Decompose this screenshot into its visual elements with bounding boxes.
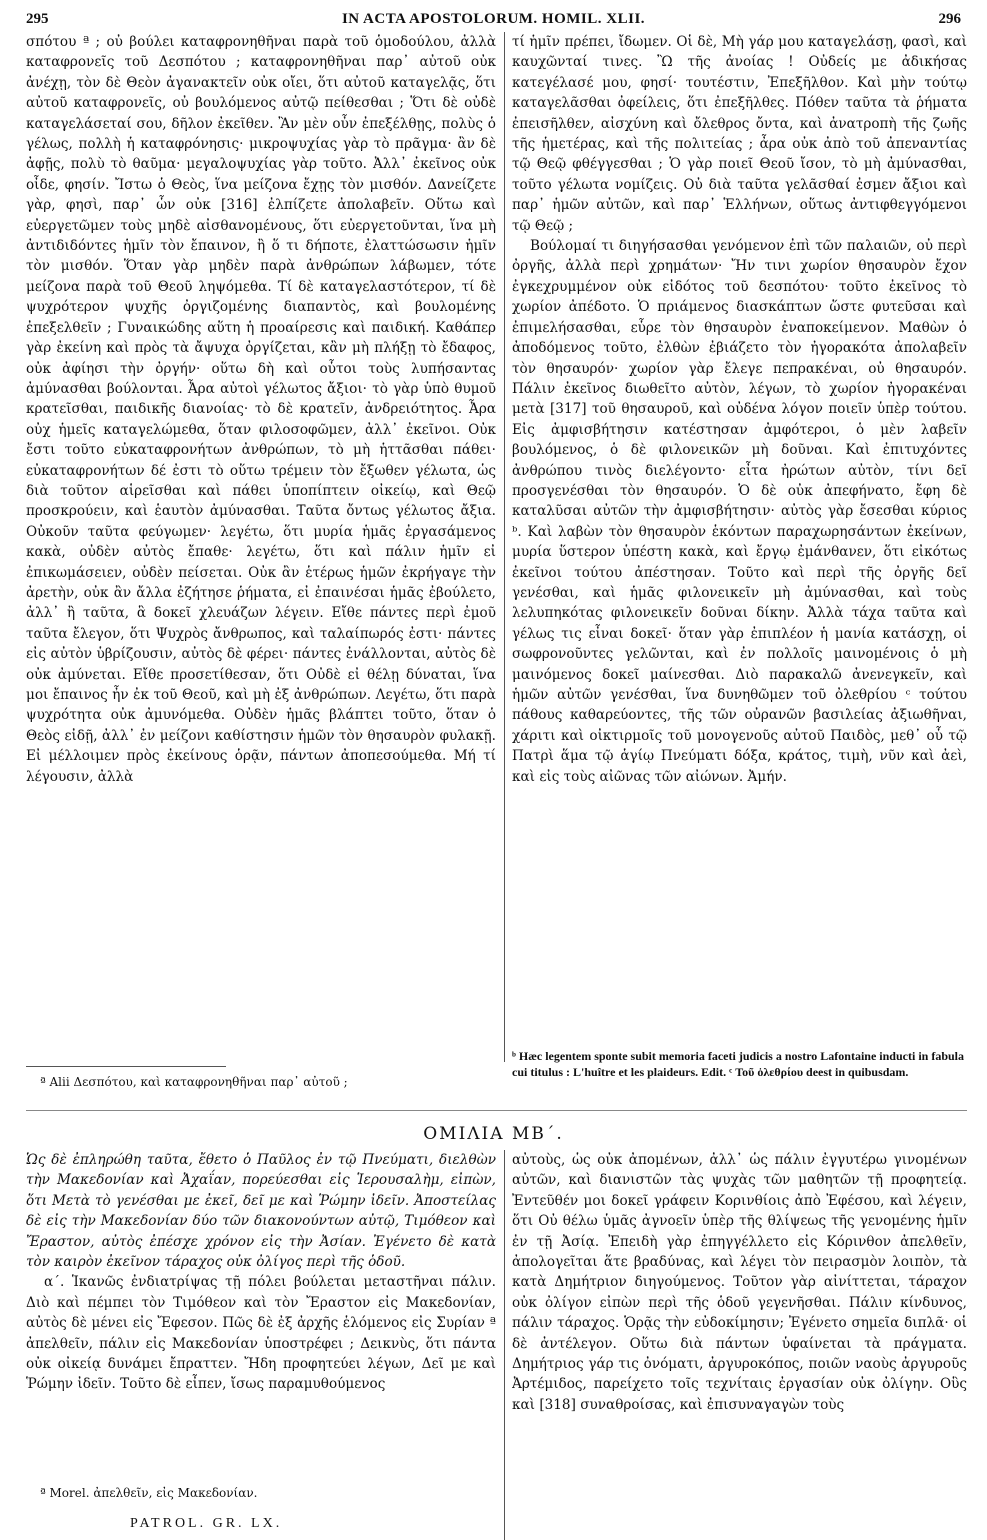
page-number-left: 295 (26, 10, 49, 27)
left-column-homily (26, 1150, 496, 1480)
footnote-rule (26, 1066, 226, 1067)
footnote-right: ᵇ Hæc legentem sponte subit memoria faceti judicis a nostro Lafontaine inducti in fabula cui titulus : L'huître et les plaideurs. Edit. ᶜ Τοῦ ὀλεθρίου deest in quibusdam. (512, 1049, 964, 1079)
page-header (26, 8, 961, 30)
left-column (26, 32, 496, 1044)
running-title: IN ACTA APOSTOLORUM. HOMIL. XLII. (341, 10, 646, 27)
left-paragraph-1: σπότου ª ; οὐ βούλει καταφρονηθῆναι παρὰ τοῦ ὁμοδούλου, ἀλλὰ καταφρονεῖς τοῦ Δεσπότου ; καταφρονηθῆναι παρ᾽ αὐτοῦ οὐκ ἀνέχῃ, τὸν δὲ Θεὸν ἀγανακτεῖν οὐκ οἴει, ὅτι αὐτοῦ καταγελᾷς, ὅτι αὐτοῦ καταφρονεῖς, οὐ βουλόμενος αὐτῷ πείθεσθαι ; Ὅτι δὲ οὐδὲ καταγελάσεταί σου, δῆλον ἐκεῖθεν. Ἂν μὲν οὖν ἐπεξέλθῃς, πολὺς ὁ γέλως, πολλὴ ἡ καταφρόνησις· μικροψυχίας γὰρ τὸ πρᾶγμα· ἂν δὲ ἀφῇς, πολὺ τὸ θαῦμα· μεγαλοψυχίας γὰρ τοῦτο. Ἀλλ᾽ ἐκεῖνος οὐκ οἶδε, φησίν. Ἴστω ὁ Θεὸς, ἵνα μείζονα ἔχῃς τὸν μισθόν. Δανείζετε γὰρ, φησὶ, παρ᾽ ὧν οὐκ [316] ἐλπίζετε ἀπολαβεῖν. Οὕτω καὶ εὐεργετῶμεν τοὺς μηδὲ αἰσθανομένους, ὅτι εὐεργετοῦνται, ἵνα μὴ ἀντιδιδόντες ἡμῖν τὸν ἔπαινον, ἢ ὅ τι δήποτε, ἐλαττώσωσιν ἡμῖν τὸν μισθόν. Ὅταν γὰρ μηδὲν παρὰ ἀνθρώπων λάβωμεν, τότε μείζονα παρὰ τοῦ Θεοῦ ληψόμεθα. Τί δὲ καταγελαστότερον, τί δὲ ψυχρότερον ψυχῆς ὀργιζομένης διαπαντὸς, καὶ βουλομένης ἐπεξελθεῖν ; Γυναικώδης αὕτη ἡ προαίρεσις καὶ παιδική. Καθάπερ γὰρ ἐκείνη καὶ πρὸς τὰ ἄψυχα ὀργίζεται, κἂν μὴ πλήξῃ τὸ ἔδαφος, οὐκ ἀφίησι τὴν ὀργήν· οὕτω δὴ καὶ οὗτοι τοὺς λυπήσαντας ἀμύνασθαι βούλονται. Ἆρα αὐτοὶ γέλωτος ἄξιοι· τὸ γὰρ ὑπὸ θυμοῦ κρατεῖσθαι, παιδικῆς διανοίας· τὸ δὲ κρατεῖν, ἀνδρειότητος. Ἆρα οὐχ ἡμεῖς καταγελώμεθα, ὅταν φιλοσοφῶμεν, ἀλλ᾽ ἐκεῖνοι. Οὐκ ἔστι τοῦτο εὐκαταφρονήτων ἀνθρώπων, τὸ μὴ ἡττᾶσθαι πάθει· εὐκαταφρονήτων δέ ἐστι τὸ οὕτω τρέμειν τὸν ἔξωθεν γέλωτα, ὡς διὰ τοῦτον αἱρεῖσθαι καὶ πάθει ὑποπίπτειν οἰκείῳ, καὶ Θεῷ προσκρούειν, καὶ ἑαυτὸν ἀμύνασθαι. Ταῦτα ὄντως γέλωτος ἄξια. Οὐκοῦν ταῦτα φεύγωμεν· λεγέτω, ὅτι μυρία ἡμᾶς ἐργασάμενος κακὰ, οὐδὲν αὐτὸς ἔπαθε· λεγέτω, ὅτι καὶ πάλιν ἡμῖν εἰ ἐπικωμάσειεν, οὐδὲν πείσεται. Οὐκ ἂν ἑτέρως ἡμῶν ἐκρήγαγε τὴν ἀρετὴν, οὐκ ἂν ἄλλα ἐζήτησε ῥήματα, εἰ ἐπαινέσαι ἡμᾶς ἐβούλετο, ἀλλ᾽ ἢ ταῦτα, ἃ δοκεῖ χλευάζων λέγειν. Εἴθε πάντες περὶ ἐμοῦ ταῦτα ἔλεγον, ὅτι Ψυχρὸς ἄνθρωπος, καὶ ταλαίπωρός ἐστι· πάντες εἰς αὐτὸν ὑβρίζουσιν, αὐτὸς δὲ φέρει· πάντες ἐνάλλονται, αὐτὸς δὲ οὐκ ἀμύνεται. Εἴθε προσετίθεσαν, ὅτι Οὐδὲ εἰ θέλῃ δύναται, ἵνα μοι ἔπαινος ἦν ἐκ τοῦ Θεοῦ, καὶ μὴ ἐξ ἀνθρώπων. Λεγέτω, ὅτι παρὰ ψυχρότητα οὐκ ἀμυνόμεθα. Οὐδὲν ἡμᾶς βλάπτει τοῦτο, ὅταν ὁ Θεὸς εἰδῇ, ἀλλ᾽ ἐν μείζονι καθίστησιν ἡμῶν τὸν θησαυρὸν φυλακῇ. Εἰ μέλλοιμεν πρὸς ἐκείνους ὁρᾷν, πάντων ἀποπεσούμεθα. Μή τί λέγουσιν, ἀλλὰ (26, 34, 496, 785)
homily-paragraph-2: αὐτοὺς, ὡς οὐκ ἀπομένων, ἀλλ᾽ ὡς πάλιν ἐγγυτέρω γινομένων αὐτῶν, καὶ διανιστῶν τὰς ψυχὰς τῶν μαθητῶν τῇ προφητείᾳ. Ἐντεῦθέν μοι δοκεῖ γράφειν Κορινθίοις ἀπὸ Ἐφέσου, καὶ λέγειν, ὅτι Οὐ θέλω ὑμᾶς ἀγνοεῖν ὑπὲρ τῆς θλίψεως τῆς γενομένης ἡμῖν ἐν τῇ Ἀσίᾳ. Ἐπειδὴ γὰρ ἐπηγγέλλετο εἰς Κόρινθον ἀπελθεῖν, ἀπολογεῖται ἅτε βραδύνας, καὶ λέγει τὸν πειρασμὸν λοιπὸν, τὰ κατὰ Δημήτριον διηγούμενος. Τοῦτον γὰρ αἰνίττεται, τάραχον οὐκ ὀλίγον εἰπὼν περὶ τῆς ὁδοῦ γεγενῆσθαι. Πάλιν κίνδυνος, πάλιν τάραχος. Ὁρᾷς τὴν εὐδοκίμησιν; Ἐγένετο σημεῖα διπλᾶ· οἱ δὲ ἀντέλεγον. Οὕτω διὰ πάντων ὑφαίνεται τὰ πράγματα. Δημήτριος γάρ τις ὀνόματι, ἀργυροκόπος, ποιῶν ναοὺς ἀργυροῦς Ἀρτέμιδος, παρείχετο τοῖς τεχνίταις ἐργασίαν οὐκ ὀλίγην. Οὓς καὶ [318] συναθροίσας, καὶ ἐπισυναγαγὼν τοὺς (512, 1152, 967, 1413)
right-paragraph-2: Βούλομαί τι διηγήσασθαι γενόμενον ἐπὶ τῶν παλαιῶν, οὐ περὶ ὀργῆς, ἀλλὰ περὶ χρημάτων· Ἤν τινι χωρίον θησαυρὸν ἔχον ἐγκεχρυμμένον οὐκ εἰδότος τοῦ δεσπότου· τοῦτο ἐκεῖνος τὸ χωρίον ἀπέδοτο. Ὁ πριάμενος διασκάπτων ὥστε φυτεῦσαι καὶ ἐπιμελήσασθαι, εὗρε τὸν θησαυρὸν ἐναποκείμενον. Μαθὼν ὁ ἀποδόμενος τοῦτο, ἐλθὼν ἐβιάζετο τὸν ἠγορακότα ἀπολαβεῖν τὸν θησαυρόν· χωρίον γὰρ ἔλεγε πεπρακέναι, οὐ θησαυρόν. Πάλιν ἐκεῖνος διωθεῖτο αὐτὸν, λέγων, τὸ χωρίον ἠγορακέναι μετὰ [317] τοῦ θησαυροῦ, καὶ οὐδένα λόγον ποιεῖν ὑπὲρ τούτου. Εἰς ἀμφισβήτησιν κατέστησαν ἀμφότεροι, ὁ μὲν λαβεῖν βουλόμενος, ὁ δὲ φιλονεικῶν μὴ δοῦναι. Καὶ ἐπιτυχόντες ἀνθρώπου τινὸς διελέγοντο· εἶτα ἠρώτων αὐτὸν, τίνι δεῖ προσγενέσθαι τὸν θησαυρόν. Ὁ δὲ οὐκ ἀπεφήνατο, ἔφη δὲ καταλῦσαι αὐτῶν τὴν ἀμφισβήτησιν· αὐτὸς γὰρ ἔσεσθαι κύριος ᵇ. Καὶ λαβὼν τὸν θησαυρὸν ἑκόντων παραχωρησάντων ἐκείνων, μυρία ὕστερον ὑπέστη κακὰ, καὶ ἔργῳ ἐμάνθανεν, ὅτι εἰκότως ἐκεῖνοι τούτου ἀπέστησαν. Τοῦτο καὶ περὶ τῆς ὀργῆς δεῖ γενέσθαι, καὶ ἡμᾶς φιλονεικεῖν μὴ ἀμύνασθαι, καὶ τοὺς λελυπηκότας φιλονεικεῖν δοῦναι δίκην. Ἀλλὰ τάχα ταῦτα καὶ γέλως τις εἶναι δοκεῖ· ὅταν γὰρ ἐπιπλέον ἡ μανία κατάσχῃ, οἱ σωφρονοῦντες γελῶνται, καὶ ἐν πολλοῖς μαινομένοις ὁ μὴ μαινόμενος δοκεῖ μαίνεσθαι. Διὸ παρακαλῶ ἀνενεγκεῖν, καὶ ἡμῶν αὐτῶν γενέσθαι, ἵνα δυνηθῶμεν τοῦ ὀλεθρίου ᶜ τούτου πάθους καθαρεύοντες, τῆς τῶν οὐρανῶν βασιλείας ἀξιωθῆναι, χάριτι καὶ οἰκτιρμοῖς τοῦ μονογενοῦς αὐτοῦ Παιδὸς, μεθ᾽ οὗ τῷ Πατρὶ ἅμα τῷ ἁγίῳ Πνεύματι δόξα, κράτος, τιμὴ, νῦν καὶ ἀεὶ, καὶ εἰς τοὺς αἰῶνας τῶν αἰώνων. Ἀμήν. (512, 238, 967, 785)
scripture-text: Ὡς δὲ ἐπληρώθη ταῦτα, ἔθετο ὁ Παῦλος ἐν τῷ Πνεύματι, διελθὼν τὴν Μακεδονίαν καὶ Ἀχαΐαν, πορεύεσθαι εἰς Ἱερουσαλὴμ, εἰπὼν, ὅτι Μετὰ τὸ γενέσθαι με ἐκεῖ, δεῖ με καὶ Ῥώμην ἰδεῖν. Ἀποστείλας δὲ εἰς τὴν Μακεδονίαν δύο τῶν διακονούντων αὐτῷ, Τιμόθεον καὶ Ἔραστον, αὐτὸς ἐπέσχε χρόνον εἰς τὴν Ἀσίαν. Ἐγένετο δὲ κατὰ τὸν καιρὸν ἐκεῖνον τάραχος οὐκ ὀλίγος περὶ τῆς ὁδοῦ. (26, 1152, 496, 1271)
homily-title: ΟΜΙΛΙΑ ΜΒ΄. (423, 1124, 564, 1144)
column-divider-homily (504, 1150, 505, 1540)
column-divider (504, 32, 505, 1062)
footnote-homily: ª Morel. ἀπελθεῖν, εἰς Μακεδονίαν. (40, 1486, 258, 1500)
right-paragraph-1: τί ἡμῖν πρέπει, ἴδωμεν. Οἱ δὲ, Μὴ γάρ μου καταγελάσῃ, φασὶ, καὶ καυχῶνταί τινες. Ὢ τῆς ἀνοίας ! Οὐδείς με ἀδικήσας κατεγέλασέ μου, φησί· τουτέστιν, Ἐπεξῆλθον. Καὶ μὴν τούτῳ καταγελᾶσθαι ὀφείλεις, ὅτι ἐπεξῆλθες. Πόθεν ταῦτα τὰ ῥήματα ἐπεισῆλθεν, αἰσχύνη καὶ ὄλεθρος ὄντα, καὶ ἀνατροπὴ τῆς ζωῆς τῆς ἡμετέρας, καὶ τῆς πολιτείας ; ἆρα οὐκ ἀπὸ τοῦ ἀπεναντίας τῷ Θεῷ φθέγγεσθαι ; Ὁ γὰρ ποιεῖ Θεοῦ ἴσον, τὸ μὴ ἀμύνασθαι, τοῦτο γέλωτα νομίζεις. Οὐ διὰ ταῦτα γελᾶσθαί ἐσμεν ἄξιοι καὶ παρ᾽ ἡμῶν αὐτῶν, καὶ παρ᾽ Ἑλλήνων, οὕτως ἀντιφθεγγόμενοι τῷ Θεῷ ; (512, 34, 967, 234)
section-rule (26, 1110, 967, 1111)
page-number-right: 296 (938, 10, 961, 27)
footnote-left: ª Alii Δεσπότου, καὶ καταφρονηθῆναι παρ᾽ αὐτοῦ ; (40, 1075, 348, 1089)
right-column-homily (512, 1150, 967, 1540)
homily-paragraph-1: α΄. Ἱκανῶς ἐνδιατρίψας τῇ πόλει βούλεται μεταστῆναι πάλιν. Διὸ καὶ πέμπει τὸν Τιμόθεον καὶ τὸν Ἔραστον εἰς Μακεδονίαν, αὐτὸς δὲ μένει εἰς Ἔφεσον. Πῶς δὲ ἐξ ἀρχῆς ἑλόμενος εἰς Συρίαν ª ἀπελθεῖν, πάλιν εἰς Μακεδονίαν ὑποστρέφει ; Δεικνὺς, ὅτι πάντα οὐκ οἰκείᾳ δυνάμει ἔπραττεν. Ἤδη προφητεύει λέγων, Δεῖ με καὶ Ῥώμην ἰδεῖν. Τοῦτο δὲ εἶπεν, ἴσως παραμυθούμενος (26, 1274, 496, 1393)
right-column (512, 32, 967, 1044)
series-signature: PATROL. GR. LX. (130, 1516, 283, 1531)
